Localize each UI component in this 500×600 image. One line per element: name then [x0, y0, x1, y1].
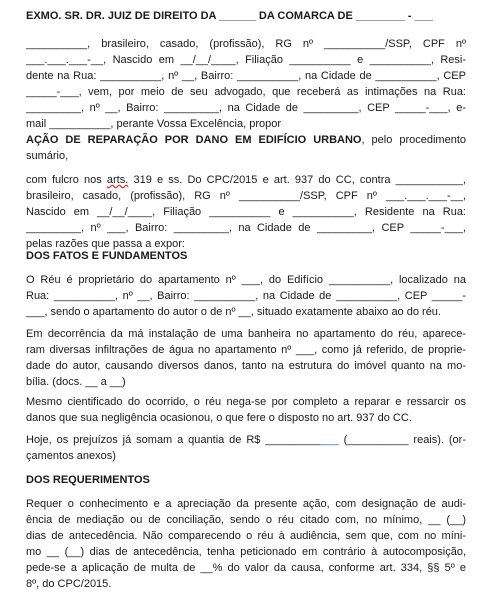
plaintiff-line: _________, nº __, Bairro: _________, na Cidade de _________, CEP _____-___, e- — [26, 102, 466, 114]
facts-paragraph-2-line: dade do autor, causando diversos danos, tanto na estrutura do imóvel quanto na mo- — [26, 360, 466, 372]
action-title: AÇÃO DE REPARAÇÃO POR DANO EM EDIFÍCIO URBANO — [26, 134, 362, 146]
spellcheck-underlined-word: arts. — [106, 174, 129, 186]
requests-line: ência de mediação ou de conciliação, sendo o réu citado com, no mínimo, __ (__) — [26, 514, 466, 526]
defendant-line: brasileiro, casado, (profissão), RG nº __________/SSP, CPF nº ___.___.___-__, — [26, 190, 466, 202]
facts-paragraph-2-line: bília. (docs. __ a __) — [26, 376, 126, 388]
facts-paragraph-1-line: O Réu é proprietário do apartamento nº ___, do Edifício __________, localizado na — [26, 274, 466, 286]
action-title-rest: , pelo procedimento — [361, 134, 466, 146]
requests-line: dias de antecedência. Não comparecendo o réu à audiência, sem que, com no míni- — [26, 530, 466, 542]
facts-paragraph-3-line: Mesmo cientificado do ocorrido, o réu nega-se por completo a reparar e ressarcir os — [26, 396, 466, 408]
damages-blue-blank: ___ — [320, 434, 339, 446]
requests-line: mo __ (__) dias de antecedência, tenha peticionado em contrário à autocomposição, — [26, 546, 466, 558]
action-title-line — [26, 132, 466, 148]
damages-line: Hoje, os prejuízos já somam a quantia de R$ ____________ (__________ reais). (or- — [26, 434, 466, 446]
defendant-line: Nascido em __/__/____, Filiação __________ e __________, Residente na Rua: — [26, 206, 466, 218]
defendant-intro-line: com fulcro nos arts. 319 e ss. Do CPC/2015 e art. 937 do CC, contra ___________, — [26, 174, 466, 186]
facts-paragraph-1-line: ___, sendo o apartamento do autor o de nº __, situado exatamente abaixo ao do réu. — [26, 306, 441, 318]
court-address-header: EXMO. SR. DR. JUIZ DE DIREITO DA ______ DA COMARCA DE ________ - ___ — [26, 10, 433, 22]
facts-paragraph-2-line: ram diversas infiltrações de água no apartamento nº ___, como já referido, de proprie- — [26, 344, 466, 356]
facts-paragraph-3-line: danos que sua negligência ocasionou, o que fere o disposto no art. 937 do CC. — [26, 412, 412, 424]
damages-line-2: çamentos anexos) — [26, 450, 116, 462]
plaintiff-line: ___.___.___-__, Nascido em __/__/____, Filiação __________ e __________, Resi- — [26, 54, 466, 66]
section-heading-facts: DOS FATOS E FUNDAMENTOS — [26, 250, 188, 262]
requests-line: 8º, do CPC/2015. — [26, 578, 112, 590]
section-heading-requests: DOS REQUERIMENTOS — [26, 474, 150, 486]
defendant-line: _________, nº ___, Bairro: _________, na Cidade de _________, CEP _____-___, — [26, 222, 466, 234]
facts-paragraph-2-line: Em decorrência da má instalação de uma banheira no apartamento do réu, aparece- — [26, 328, 466, 340]
plaintiff-line: _____-___, vem, por meio de seu advogado, que receberá as intimações na Rua: — [26, 86, 466, 98]
plaintiff-line: dente na Rua: __________, nº __, Bairro: __________, na Cidade de __________, CEP — [26, 70, 466, 82]
facts-paragraph-1-line: Rua: __________, nº __, Bairro: __________, na Cidade de __________, CEP _____- — [26, 290, 466, 302]
requests-line: Requer o conhecimento e a apreciação da presente ação, com designação de audi- — [26, 498, 466, 510]
defendant-line: pelas razões que passa a expor: — [26, 238, 185, 250]
plaintiff-line: __________, brasileiro, casado, (profissão), RG nº __________/SSP, CPF nº — [26, 38, 466, 50]
requests-line: pede-se a aplicação de multa de __% do valor da causa, conforme art. 334, §§ 5º e — [26, 562, 466, 574]
action-title-line-2: sumário, — [26, 150, 69, 162]
plaintiff-line: mail __________, perante Vossa Excelência, propor — [26, 118, 282, 130]
